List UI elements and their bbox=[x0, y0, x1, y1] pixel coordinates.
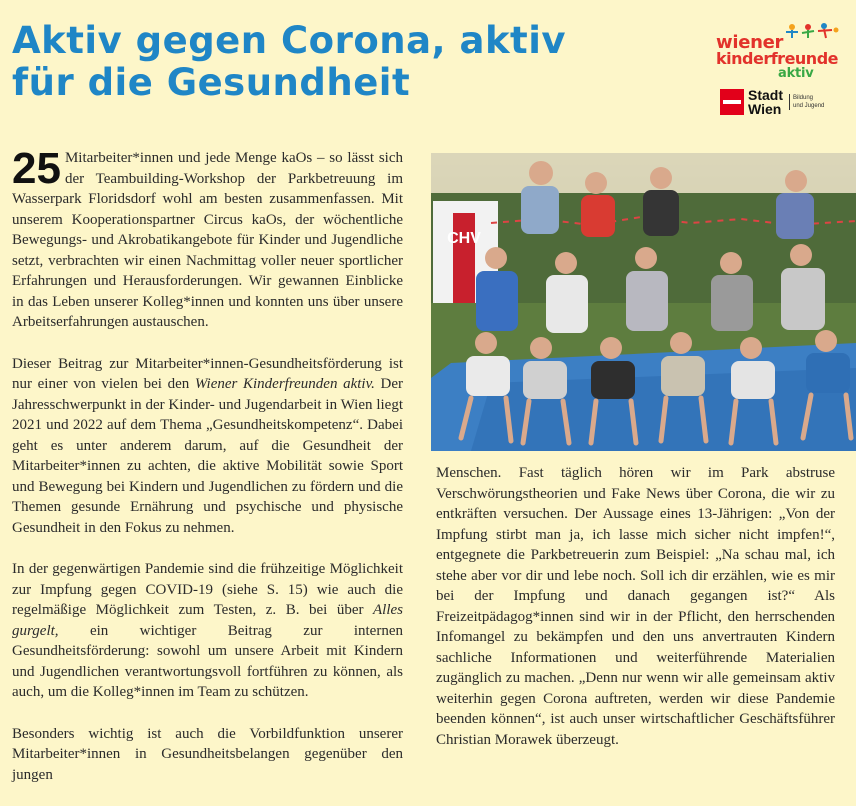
article-right-column: Menschen. Fast täglich hören wir im Park abstruse Verschwörungstheorien und Fake News über Corona, die wir zu entkräften versuchen. Der Aussage eines 13-Jährigen: „Von der Impfung stirbt man ja, ich lasse mich sicher nicht impfen!“, entgegnete die Parkbetreuerin zum Beispiel: „Na schau mal, ich stehe aber vor dir und lebe noch. Soll ich dir erzählen, wie es mir bei der Impfung und danach gegangen ist?“ Als Freizeitpädagog*innen sind wir in der Pflicht, den herrschenden Infomangel zu bekämpfen und den uns anvertrauten Kindern sachliche Informationen und weiterführende Materialien zugänglich zu machen. „Denn nur wenn wir alle gemeinsam aktiv weiterhin gegen Corona auftreten, werden wir diese Pandemie beenden können“, ist auch unser wirtschaftlicher Geschäftsführer Christian Morawek überzeugt. bbox=[436, 465, 835, 748]
paragraph-4: Besonders wichtig ist auch die Vorbildfunktion unserer Mitarbeiter*innen in Gesundheitsbelangen gegenüber den jungen bbox=[12, 725, 403, 783]
bildung-text: Bildung bbox=[793, 95, 814, 101]
stadt-label: Stadt bbox=[748, 87, 783, 103]
team-acrobatics-photo bbox=[431, 153, 856, 451]
banner-text: CHV bbox=[447, 230, 481, 247]
jugend-text: und Jugend bbox=[793, 103, 825, 109]
children-figures-icon bbox=[784, 22, 840, 44]
paragraph-3-emphasis: Alles gurgelt, bbox=[12, 602, 403, 639]
logo-text-kinderfreunde: kinderfreunde bbox=[716, 49, 838, 68]
page-headline bbox=[12, 20, 652, 104]
paragraph-3-text-b: ein wichtiger Beitrag zur internen Gesundheitsförderung: sowohl um unsere Arbeit mit Kindern und Jugendlichen verantwortungsvoll fortführen zu können, als auch, um die Kolleg*innen im Team zu schützen. bbox=[12, 622, 403, 700]
bildung-jugend-label bbox=[789, 94, 824, 110]
paragraph-1-text: Mitarbeiter*innen und jede Menge kaOs – so lässt sich der Teambuilding-Workshop der Parkbetreuung im Wasserpark Floridsdorf wohl am besten zusammenfassen. Mit unserem Kooperationspartner Circus kaOs, der wöchentliche Bewegungs- und Akrobatikangebote für Kinder und Jugendliche setzt, verbrachten wir einen Nachmittag voller neuer sportlicher Erfahrungen und Herausforderungen. Wir gewannen Einblicke in das Leben unserer Kolleg*innen und konnten uns über unsere Arbeitserfahrungen austauschen. bbox=[12, 150, 403, 330]
stadt-wien-wordmark bbox=[748, 88, 783, 116]
stadt-wien-logo bbox=[720, 86, 834, 118]
paragraph-2-text-a: Dieser Beitrag zur Mitarbeiter*innen-Gesundheitsförderung ist nur einer von vielen bei den bbox=[12, 355, 403, 392]
paragraph-3-text-a: In der gegenwärtigen Pandemie sind die frühzeitige Möglichkeit zur Impfung gegen COVID-19 (siehe S. 15) wie auch die regelmäßige Möglichkeit zum Testen, z. B. bei über bbox=[12, 561, 403, 618]
headline-line-1: Aktiv gegen Corona, aktiv bbox=[12, 19, 567, 62]
paragraph-2 bbox=[12, 354, 403, 539]
headline-line-2: für die Gesundheit bbox=[12, 61, 411, 104]
paragraph-1 bbox=[12, 144, 403, 333]
paragraph-3 bbox=[12, 559, 403, 703]
dropcap-number: 25 bbox=[12, 144, 61, 193]
article-left-column bbox=[12, 144, 403, 806]
wiener-kinderfreunde-logo bbox=[712, 22, 838, 81]
logo-text-aktiv: aktiv bbox=[778, 66, 814, 81]
wien-label: Wien bbox=[748, 101, 782, 117]
logo-text-wiener: wiener bbox=[716, 32, 784, 53]
wien-flag-icon bbox=[720, 89, 744, 115]
paragraph-2-text-b: Der Jahresschwerpunkt in der Kinder- und Jugendarbeit in Wien liegt 2021 und 2022 auf dem Thema „Gesundheitskompetenz“. Dabei geht es unter anderem darum, auf die Gesundheit der Mitarbeiter*innen zu achten, die aktive Mobilität sowie Sport und Bewegung bei Kindern und Jugendlichen zu fördern und die Themen gesunde Ernährung und psychische und physische Gesundheit in den Fokus zu nehmen. bbox=[12, 376, 403, 536]
paragraph-2-emphasis: Wiener Kinderfreunden aktiv. bbox=[194, 376, 375, 392]
